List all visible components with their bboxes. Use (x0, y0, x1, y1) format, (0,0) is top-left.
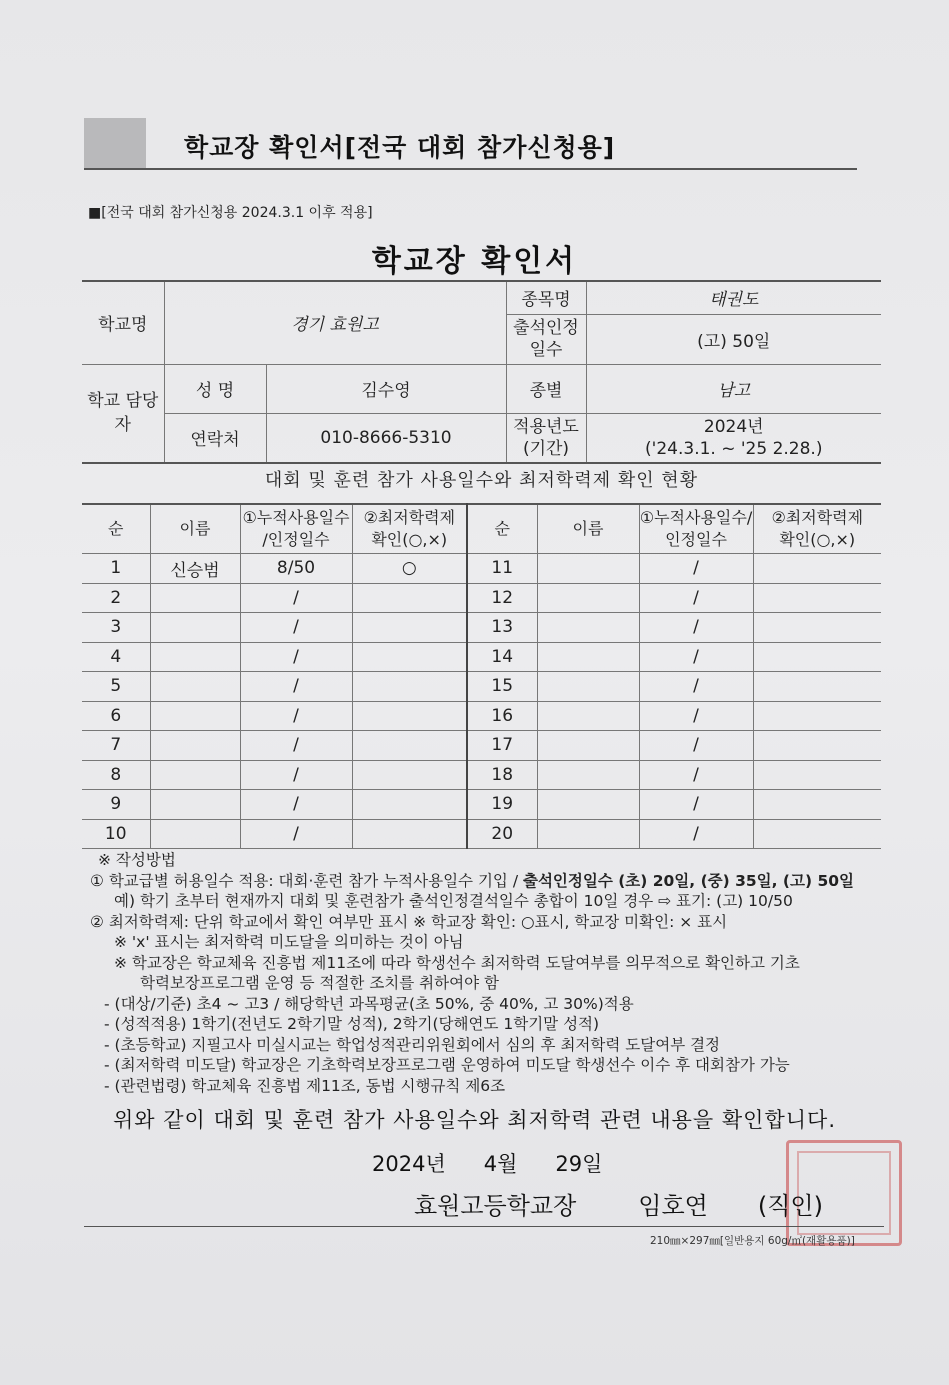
instruction-1 (90, 871, 890, 892)
principal-name: 임호연 (638, 1192, 708, 1220)
row-days-right: / (639, 672, 753, 702)
row-acad-left (352, 701, 467, 731)
row-days-right: / (639, 819, 753, 849)
row-acad-left (352, 760, 467, 790)
row-name-left: 신승범 (150, 554, 240, 584)
table-row (82, 731, 881, 761)
row-name-right (537, 701, 639, 731)
col-days-right-line2: 인정일수 (665, 530, 727, 549)
instruction-2: ② 최저학력제: 단위 학교에서 확인 여부만 표시 ※ 학교장 확인: ○표시, 학교장 미확인: × 표시 (90, 912, 728, 931)
detail-target: - (대상/기준) 초4 ~ 고3 / 해당학년 과목평균(초 50%, 중 40%, 고 30%)적용 (104, 994, 634, 1013)
school-name-label: 학교명 (82, 281, 164, 364)
col-days-right (639, 504, 753, 554)
instruction-2-sub: ※ 'x' 표시는 최저학력 미도달을 의미하는 것이 아님 (114, 933, 464, 951)
row-days-left: / (240, 731, 352, 761)
detail-grades: - (성적적용) 1학기(전년도 2학기말 성적), 2학기(당해연도 1학기말 성적) (104, 1015, 600, 1033)
table-row (82, 554, 881, 584)
row-name-right (537, 790, 639, 820)
division-value: 남고 (586, 364, 881, 413)
table-row (82, 642, 881, 672)
row-days-right: / (639, 701, 753, 731)
row-days-right: / (639, 642, 753, 672)
row-name-right (537, 819, 639, 849)
table-row (82, 819, 881, 849)
row-acad-left (352, 790, 467, 820)
school-info-table (82, 280, 881, 464)
row-acad-right (753, 642, 881, 672)
row-no-right: 19 (467, 790, 537, 820)
row-days-left: / (240, 672, 352, 702)
row-days-left: 8/50 (240, 554, 352, 584)
row-acad-left (352, 642, 467, 672)
contact-phone-value: 010-8666-5310 (266, 413, 506, 463)
status-rows (82, 554, 881, 849)
row-acad-right (753, 701, 881, 731)
row-name-left (150, 760, 240, 790)
apply-year-cell (586, 413, 881, 463)
row-no-left: 6 (82, 701, 150, 731)
date-year: 2024년 (372, 1152, 446, 1176)
contact-name-label: 성 명 (164, 364, 266, 413)
row-acad-left (352, 613, 467, 643)
contact-phone-label: 연락처 (164, 413, 266, 463)
division-label: 종별 (506, 364, 586, 413)
school-name-value: 경기 효원고 (164, 281, 506, 364)
table-row (82, 583, 881, 613)
row-acad-right (753, 554, 881, 584)
apply-year-period: ('24.3.1. ~ '25 2.28.) (645, 438, 823, 459)
row-days-right: / (639, 790, 753, 820)
signature-line (414, 1186, 823, 1221)
row-name-right (537, 554, 639, 584)
row-name-left (150, 583, 240, 613)
col-acad-left (352, 504, 467, 554)
col-no-left: 순 (82, 504, 150, 554)
row-name-left (150, 819, 240, 849)
event-value: 태권도 (586, 281, 881, 314)
row-no-left: 7 (82, 731, 150, 761)
instruction-1-bold: 출석인정일수 (초) 20일, (중) 35일, (고) 50일 (522, 871, 855, 890)
contact-group-label: 학교 담당자 (82, 364, 164, 463)
row-name-left (150, 613, 240, 643)
form-header-title: 학교장 확인서[전국 대회 참가신청용] (184, 133, 616, 162)
row-no-left: 3 (82, 613, 150, 643)
row-name-left (150, 731, 240, 761)
school-principal-title: 효원고등학교장 (414, 1192, 577, 1220)
row-acad-left (352, 583, 467, 613)
table-row (82, 613, 881, 643)
row-days-right: / (639, 613, 753, 643)
footer-divider (84, 1226, 884, 1227)
row-name-left (150, 701, 240, 731)
row-no-right: 18 (467, 760, 537, 790)
date-month: 4월 (483, 1152, 518, 1176)
status-table-header (82, 504, 881, 554)
document-title: 학교장 확인서 (371, 244, 578, 279)
row-name-left (150, 642, 240, 672)
col-acad-left-line2: 확인(○,×) (371, 530, 448, 549)
detail-elementary: - (초등학교) 지필고사 미실시교는 학업성적관리위원회에서 심의 후 최저학력 도달여부 결정 (104, 1035, 721, 1054)
row-acad-right (753, 760, 881, 790)
col-days-right-line1: ①누적사용일수/ (639, 508, 753, 527)
row-name-right (537, 613, 639, 643)
table-row (82, 790, 881, 820)
row-days-left: / (240, 701, 352, 731)
col-acad-right (753, 504, 881, 554)
col-no-right: 순 (467, 504, 537, 554)
row-no-right: 11 (467, 554, 537, 584)
row-no-left: 5 (82, 672, 150, 702)
row-name-left (150, 672, 240, 702)
row-days-right: / (639, 731, 753, 761)
row-no-left: 4 (82, 642, 150, 672)
row-acad-left (352, 672, 467, 702)
instruction-1-example: 예) 학기 초부터 현재까지 대회 및 훈련참가 출석인정결석일수 총합이 10일 경우 ⇨ 표기: (고) 10/50 (114, 892, 793, 910)
apply-year-value: 2024년 (703, 416, 764, 437)
date-day: 29일 (555, 1152, 603, 1176)
table-row (82, 701, 881, 731)
instruction-3-cont: 학력보장프로그램 운영 등 적절한 조치를 취하여야 함 (140, 974, 499, 992)
row-name-right (537, 731, 639, 761)
row-name-left (150, 790, 240, 820)
row-name-right (537, 583, 639, 613)
attendance-days-label: 출석인정 일수 (506, 314, 586, 364)
instruction-1-text: ① 학교급별 허용일수 적용: 대회·훈련 참가 누적사용일수 기입 / (90, 871, 523, 890)
instructions (90, 850, 890, 1096)
header-divider (84, 168, 857, 170)
attendance-days-value: (고) 50일 (586, 314, 881, 364)
row-days-left: / (240, 613, 352, 643)
row-days-right: / (639, 760, 753, 790)
row-no-left: 2 (82, 583, 150, 613)
instructions-heading: ※ 작성방법 (98, 851, 176, 869)
table-row (82, 672, 881, 702)
confirmation-statement: 위와 같이 대회 및 훈련 참가 사용일수와 최저학력 관련 내용을 확인합니다. (112, 1108, 836, 1132)
row-acad-left (352, 819, 467, 849)
col-name-right: 이름 (537, 504, 639, 554)
paper-spec: 210㎜×297㎜[일반용지 60g/㎡(재활용품)] (650, 1235, 855, 1247)
col-name-left: 이름 (150, 504, 240, 554)
apply-year-label: 적용년도 (기간) (506, 413, 586, 463)
row-days-left: / (240, 642, 352, 672)
col-days-left (240, 504, 352, 554)
row-days-left: / (240, 583, 352, 613)
row-days-left: / (240, 760, 352, 790)
row-acad-left (352, 731, 467, 761)
table-row (82, 760, 881, 790)
header-gray-block (84, 118, 146, 170)
confirmation-date (372, 1148, 640, 1178)
row-days-right: / (639, 583, 753, 613)
row-name-right (537, 642, 639, 672)
col-acad-right-line2: 확인(○,×) (779, 530, 856, 549)
row-days-left: / (240, 790, 352, 820)
row-no-left: 1 (82, 554, 150, 584)
row-no-right: 14 (467, 642, 537, 672)
row-acad-right (753, 672, 881, 702)
row-acad-left: ○ (352, 554, 467, 584)
applicability-notice: ■[전국 대회 참가신청용 2024.3.1 이후 적용] (88, 205, 373, 221)
col-days-left-line2: /인정일수 (262, 530, 330, 549)
detail-below-minimum: - (최저학력 미도달) 학교장은 기초학력보장프로그램 운영하여 미도달 학생선수 이수 후 대회참가 가능 (104, 1056, 790, 1074)
row-no-right: 13 (467, 613, 537, 643)
row-days-right: / (639, 554, 753, 584)
row-no-right: 12 (467, 583, 537, 613)
row-no-right: 17 (467, 731, 537, 761)
col-acad-right-line1: ②최저학력제 (771, 508, 864, 527)
detail-legal-basis: - (관련법령) 학교체육 진흥법 제11조, 동법 시행규칙 제6조 (104, 1076, 506, 1095)
col-days-left-line1: ①누적사용일수 (242, 508, 350, 527)
row-acad-right (753, 583, 881, 613)
event-label: 종목명 (506, 281, 586, 314)
row-acad-right (753, 819, 881, 849)
row-name-right (537, 760, 639, 790)
status-table (82, 503, 881, 849)
row-no-left: 9 (82, 790, 150, 820)
row-days-left: / (240, 819, 352, 849)
row-acad-right (753, 613, 881, 643)
instruction-3: ※ 학교장은 학교체육 진흥법 제11조에 따라 학생선수 최저학력 도달여부를 의무적으로 확인하고 기초 (114, 953, 800, 972)
row-no-right: 16 (467, 701, 537, 731)
row-acad-right (753, 790, 881, 820)
status-section-title: 대회 및 훈련 참가 사용일수와 최저학력제 확인 현황 (264, 470, 699, 491)
row-acad-right (753, 731, 881, 761)
row-no-left: 8 (82, 760, 150, 790)
contact-name-value: 김수영 (266, 364, 506, 413)
row-no-right: 20 (467, 819, 537, 849)
row-name-right (537, 672, 639, 702)
row-no-left: 10 (82, 819, 150, 849)
row-no-right: 15 (467, 672, 537, 702)
col-acad-left-line1: ②최저학력제 (363, 508, 456, 527)
seal-mark: (직인) (757, 1192, 823, 1220)
